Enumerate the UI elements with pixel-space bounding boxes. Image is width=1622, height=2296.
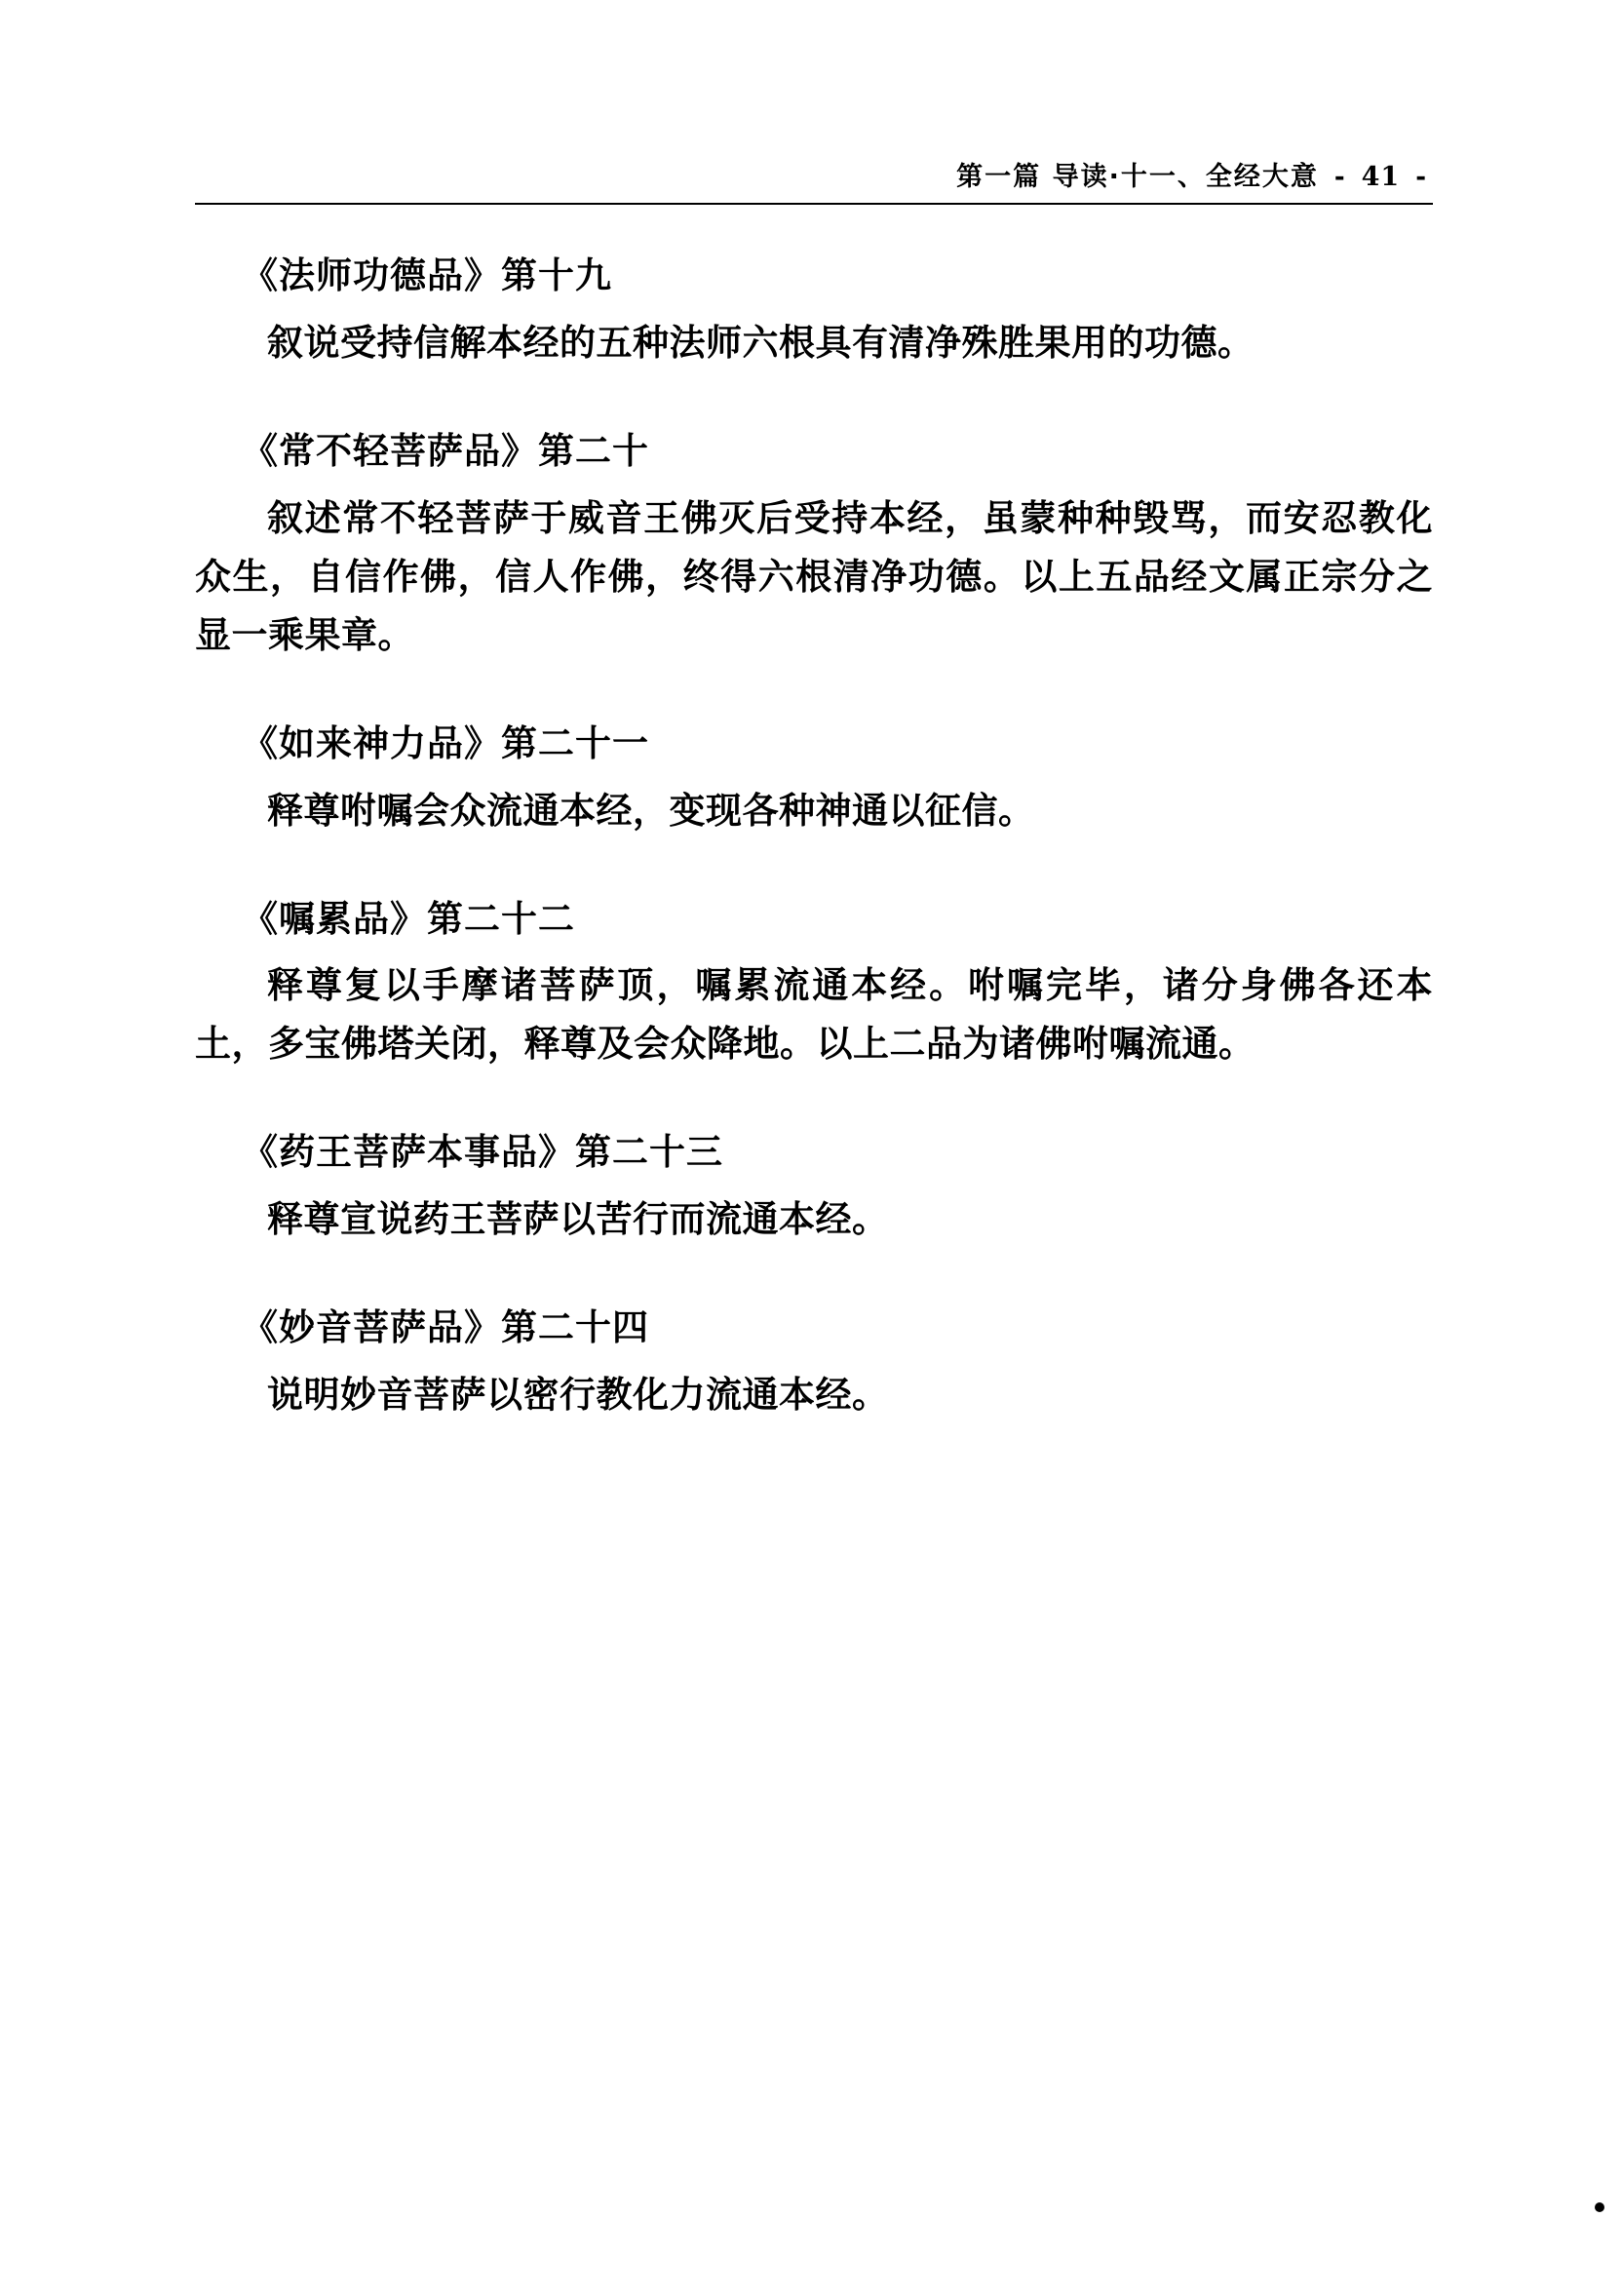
section-paragraph: 说明妙音菩萨以密行教化力流通本经。 [267, 1373, 889, 1417]
section-paragraph: 释尊咐嘱会众流通本经，变现各种神通以征信。 [267, 788, 1035, 832]
dash-left: - [1333, 163, 1346, 192]
section-block [195, 895, 1433, 1074]
dash-right: - [1415, 163, 1427, 192]
section-heading: 《如来神力品》第二十一 [242, 721, 649, 764]
section-block [195, 252, 1433, 372]
section-heading: 《药王菩萨本事品》第二十三 [242, 1131, 723, 1174]
section-paragraph: 叙说受持信解本经的五种法师六根具有清净殊胜果用的功德。 [267, 320, 1255, 364]
section-block [195, 427, 1433, 665]
section-paragraph: 释尊宣说药王菩萨以苦行而流通本经。 [267, 1197, 889, 1241]
page-number: 41 [1361, 162, 1401, 192]
running-head-title: 第一篇 导读·十一、全经大意 [956, 162, 1319, 192]
section-block [195, 720, 1433, 840]
section-block [195, 1128, 1433, 1249]
section-block [195, 1304, 1433, 1424]
body-content [195, 252, 1433, 1424]
running-head-line [956, 155, 1433, 193]
running-head [195, 136, 1433, 205]
section-paragraph: 释尊复以手摩诸菩萨顶，嘱累流通本经。咐嘱完毕，诸分身佛各还本土，多宝佛塔关闭，释尊及会众降地。以上二品为诸佛咐嘱流通。 [195, 963, 1433, 1066]
page-content-area [195, 136, 1433, 1424]
section-paragraph: 叙述常不轻菩萨于威音王佛灭后受持本经，虽蒙种种毁骂，而安忍教化众生，自信作佛，信人作佛，终得六根清净功德。以上五品经文属正宗分之显一乘果章。 [195, 495, 1433, 656]
section-heading: 《妙音菩萨品》第二十四 [242, 1306, 649, 1349]
section-heading: 《嘱累品》第二十二 [242, 897, 575, 940]
section-heading: 《常不轻菩萨品》第二十 [242, 429, 649, 472]
section-heading: 《法师功德品》第十九 [242, 254, 612, 296]
page-corner-mark [1595, 2202, 1604, 2212]
